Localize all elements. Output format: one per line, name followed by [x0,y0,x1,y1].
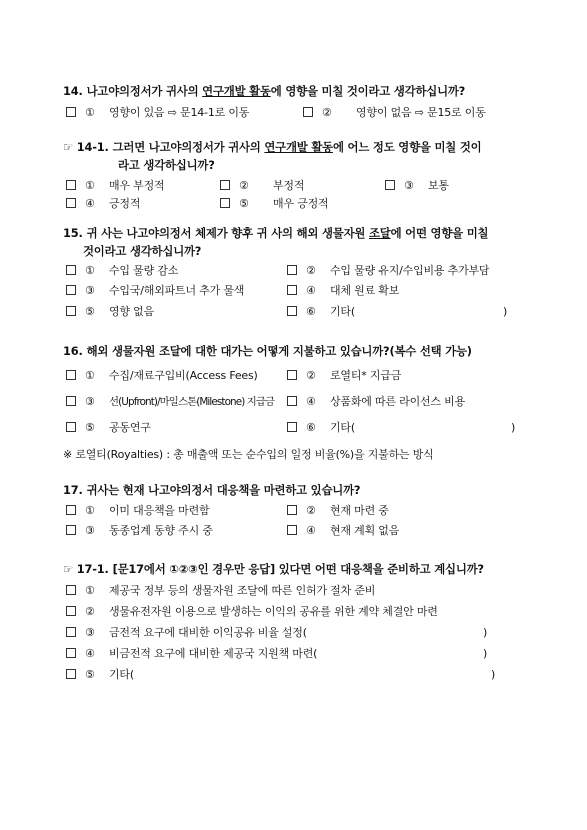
checkbox[interactable] [287,370,297,380]
checkbox[interactable] [287,265,297,275]
checkbox[interactable] [66,198,76,208]
checkbox[interactable] [66,370,76,380]
q17-1-option-row4: ④ 비금전적 요구에 대비한 제공국 지원책 마련( ) [63,645,523,663]
q14-1-option-4[interactable]: ④ 긍정적 [66,195,140,213]
q15-option-4[interactable]: ④ 대체 원료 확보 [287,282,399,300]
checkbox[interactable] [66,525,76,535]
checkbox[interactable] [66,422,76,432]
checkbox[interactable] [66,396,76,406]
checkbox[interactable] [287,422,297,432]
q16-option-5[interactable]: ⑤ 공동연구 [66,419,151,437]
checkbox[interactable] [66,585,76,595]
q17-1-option-row5: ⑤ 기타( ) [63,666,523,684]
q14-1-option-5[interactable]: ⑤ 매우 긍정적 [220,195,328,213]
royalty-note: ※ 로열티(Royalties) : 총 매출액 또는 순수입의 일정 비율(%)을 지불하는 방식 [63,448,434,461]
q16-option-6[interactable]: ⑥ 기타( [287,419,355,437]
q17-option-1[interactable]: ① 이미 대응책을 마련함 [66,502,209,520]
q16-options-row3: ⑤ 공동연구 ⑥ 기타( ) [63,419,523,437]
q17-1-option-5[interactable]: ⑤ 기타( [66,666,134,684]
checkbox[interactable] [66,306,76,316]
checkbox[interactable] [287,306,297,316]
q15-option-5[interactable]: ⑤ 영향 없음 [66,303,154,321]
checkbox[interactable] [287,505,297,515]
checkbox[interactable] [287,396,297,406]
q16-option-4[interactable]: ④ 상품화에 따른 라이선스 비용 [287,393,465,411]
checkbox[interactable] [66,285,76,295]
q16-option-3[interactable]: ③ 선(Upfront)/마일스톤(Milestone) 지급금 [66,393,274,411]
q14-1-option-1[interactable]: ① 매우 부정적 [66,177,164,195]
q17-1-option-3[interactable]: ③ 금전적 요구에 대비한 이익공유 비율 설정( [66,624,307,642]
q14-option-2[interactable]: ② 영향이 없음 ⇨ 문15로 이동 [303,104,486,122]
q16-option-2[interactable]: ② 로열티* 지급금 [287,367,401,385]
q17-1-option-2[interactable]: ② 생물유전자원 이용으로 발생하는 이익의 공유를 위한 계약 체결안 마련 [66,603,438,621]
checkbox[interactable] [66,669,76,679]
question-16: 16. 해외 생물자원 조달에 대한 대가는 어떻게 지불하고 있습니까?(복수 선택 가능) [63,344,472,358]
checkbox[interactable] [66,505,76,515]
q14-1-option-2[interactable]: ② 부정적 [220,177,304,195]
question-14-1: ☞ 14-1. 그러면 나고야의정서가 귀사의 연구개발 활동에 어느 정도 영향을 미칠 것이 라고 생각하십니까? [63,140,482,172]
q17-option-4[interactable]: ④ 현재 계획 없음 [287,522,399,540]
checkbox[interactable] [287,525,297,535]
checkbox[interactable] [66,606,76,616]
q17-1-option-row3: ③ 금전적 요구에 대비한 이익공유 비율 설정( ) [63,624,523,642]
checkbox[interactable] [220,198,230,208]
question-14: 14. 나고야의정서가 귀사의 연구개발 활동에 영향을 미칠 것이라고 생각하십니까? [63,84,466,98]
q17-1-option-4[interactable]: ④ 비금전적 요구에 대비한 제공국 지원책 마련( [66,645,317,663]
checkbox[interactable] [303,107,313,117]
q17-1-option-1[interactable]: ① 제공국 정부 등의 생물자원 조달에 따른 인허가 절차 준비 [66,582,375,600]
checkbox[interactable] [385,180,395,190]
checkbox[interactable] [66,648,76,658]
checkbox[interactable] [66,265,76,275]
q15-option-1[interactable]: ① 수입 물량 감소 [66,262,178,280]
question-17-1: ☞ 17-1. [문17에서 ①②③인 경우만 응답] 있다면 어떤 대응책을 준비하고 계십니까? [63,562,484,576]
q14-option-1[interactable]: ① 영향이 있음 ⇨ 문14-1로 이동 [66,104,249,122]
checkbox[interactable] [220,180,230,190]
question-17: 17. 귀사는 현재 나고야의정서 대응책을 마련하고 있습니까? [63,483,361,497]
q15-option-6[interactable]: ⑥ 기타( [287,303,355,321]
q15-option-3[interactable]: ③ 수입국/해외파트너 추가 물색 [66,282,244,300]
checkbox[interactable] [66,180,76,190]
q17-option-2[interactable]: ② 현재 마련 중 [287,502,389,520]
checkbox[interactable] [287,285,297,295]
q16-option-1[interactable]: ① 수집/재료구입비(Access Fees) [66,367,258,385]
question-15: 15. 귀 사는 나고야의정서 체제가 향후 귀 사의 해외 생물자원 조달에 어떤 영향을 미칠 것이라고 생각하십니까? [63,226,489,258]
q14-1-option-3[interactable]: ③ 보통 [385,177,449,195]
checkbox[interactable] [66,107,76,117]
q17-option-3[interactable]: ③ 동종업계 동향 주시 중 [66,522,213,540]
checkbox[interactable] [66,627,76,637]
q15-option-2[interactable]: ② 수입 물량 유지/수입비용 추가부담 [287,262,489,280]
q15-options-row3: ⑤ 영향 없음 ⑥ 기타( ) [63,303,523,321]
